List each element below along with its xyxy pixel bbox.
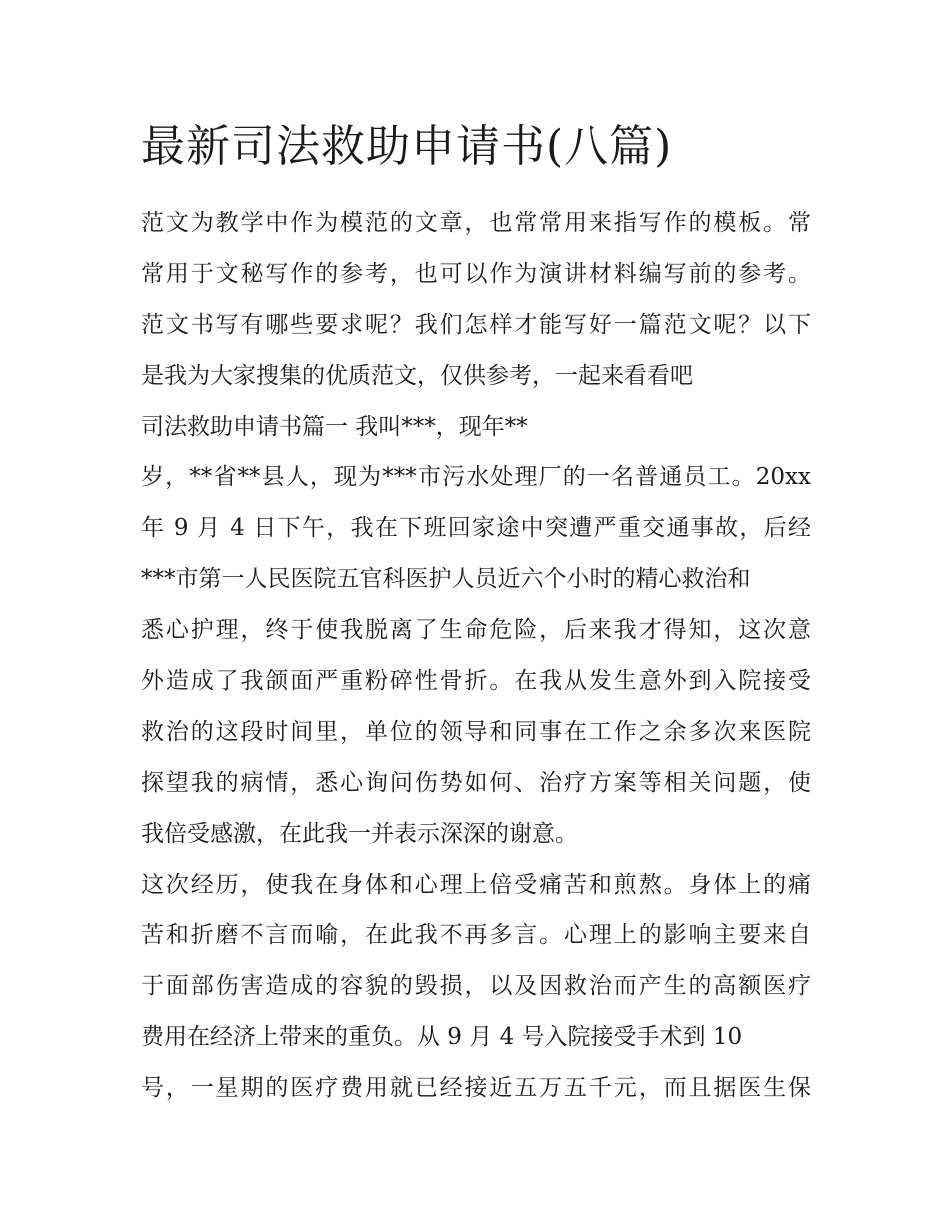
body-line: 范文书写有哪些要求呢？我们怎样才能写好一篇范文呢？以下: [141, 311, 811, 338]
body-line: 探望我的病情，悉心询问伤势如何、治疗方案等相关问题，使: [141, 769, 811, 796]
body-line: 司法救助申请书篇一 我叫***，现年**: [141, 413, 528, 440]
body-line: 苦和折磨不言而喻，在此我不再多言。心理上的影响主要来自: [141, 922, 811, 949]
body-line: ***市第一人民医院五官科医护人员近六个小时的精心救治和: [141, 566, 751, 593]
body-line: 外造成了我颌面严重粉碎性骨折。在我从发生意外到入院接受: [141, 668, 811, 695]
body-line: 悉心护理，终于使我脱离了生命危险，后来我才得知，这次意: [141, 617, 811, 644]
document-title: 最新司法救助申请书(八篇): [141, 121, 673, 172]
body-line: 这次经历，使我在身体和心理上倍受痛苦和煎熬。身体上的痛: [141, 871, 811, 898]
body-line: 范文为教学中作为模范的文章，也常常用来指写作的模板。常: [141, 210, 811, 236]
body-line: 于面部伤害造成的容貌的毁损，以及因救治而产生的高额医疗: [141, 973, 811, 1000]
document-body: [141, 198, 821, 1114]
body-line: 号，一星期的医疗费用就已经接近五万五千元，而且据医生保: [141, 1075, 811, 1102]
body-line: 常用于文秘写作的参考，也可以作为演讲材料编写前的参考。: [141, 260, 811, 287]
body-line: 我倍受感激，在此我一并表示深深的谢意。: [141, 820, 578, 847]
body-line: 救治的这段时间里，单位的领导和同事在工作之余多次来医院: [141, 718, 811, 745]
body-line: 岁，**省**县人，现为***市污水处理厂的一名普通员工。20xx: [141, 464, 811, 491]
body-line: 是我为大家搜集的优质范文，仅供参考，一起来看看吧: [141, 362, 693, 389]
body-line: 费用在经济上带来的重负。从 9 月 4 号入院接受手术到 10: [141, 1024, 743, 1051]
body-line: 年 9 月 4 日下午，我在下班回家途中突遭严重交通事故，后经: [141, 515, 811, 542]
